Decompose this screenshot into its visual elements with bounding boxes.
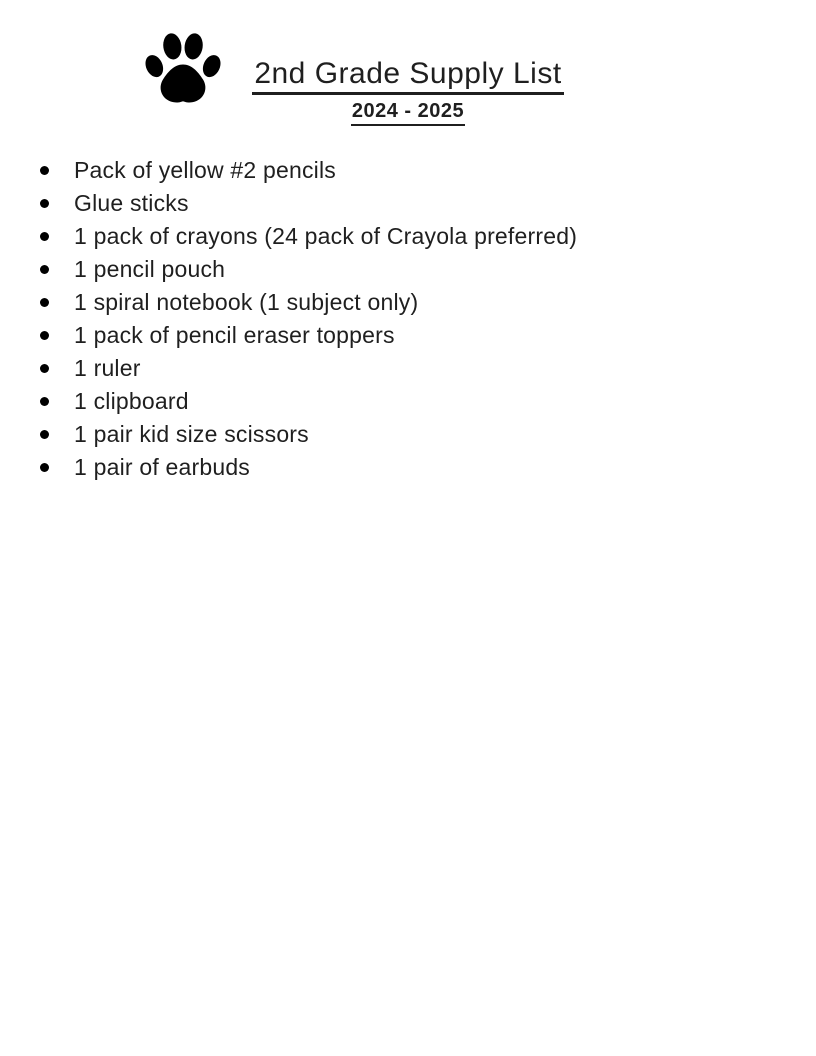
bullet-dot-icon — [40, 232, 49, 241]
list-item-text: 1 ruler — [74, 355, 141, 381]
list-item — [0, 385, 816, 418]
list-item — [0, 319, 816, 352]
bullet-dot-icon — [40, 463, 49, 472]
bullet-dot-icon — [40, 364, 49, 373]
list-item — [0, 286, 816, 319]
bullet-dot-icon — [40, 331, 49, 340]
bullet-dot-icon — [40, 430, 49, 439]
list-item-text: Pack of yellow #2 pencils — [74, 157, 336, 183]
bullet-dot-icon — [40, 298, 49, 307]
bullet-dot-icon — [40, 199, 49, 208]
list-item — [0, 352, 816, 385]
list-item-text: 1 pack of crayons (24 pack of Crayola preferred) — [74, 223, 578, 249]
paw-print-icon — [142, 26, 224, 116]
list-item-text: 1 pair of earbuds — [74, 454, 251, 480]
list-item — [0, 451, 816, 484]
list-item — [0, 253, 816, 286]
school-year-subtitle: 2024 - 2025 — [351, 100, 465, 126]
document-header — [0, 0, 816, 126]
page-title: 2nd Grade Supply List — [252, 57, 563, 95]
bullet-dot-icon — [40, 397, 49, 406]
list-item-text: Glue sticks — [74, 190, 189, 216]
bullet-dot-icon — [40, 166, 49, 175]
list-item-text: 1 pack of pencil eraser toppers — [74, 322, 395, 348]
list-item-text: 1 pair kid size scissors — [74, 421, 309, 447]
list-item-text: 1 pencil pouch — [74, 256, 226, 282]
list-item — [0, 154, 816, 187]
supply-list — [0, 154, 816, 484]
list-item — [0, 220, 816, 253]
list-item — [0, 418, 816, 451]
list-item-text: 1 clipboard — [74, 388, 189, 414]
bullet-dot-icon — [40, 265, 49, 274]
list-item-text: 1 spiral notebook (1 subject only) — [74, 289, 419, 315]
list-item — [0, 187, 816, 220]
